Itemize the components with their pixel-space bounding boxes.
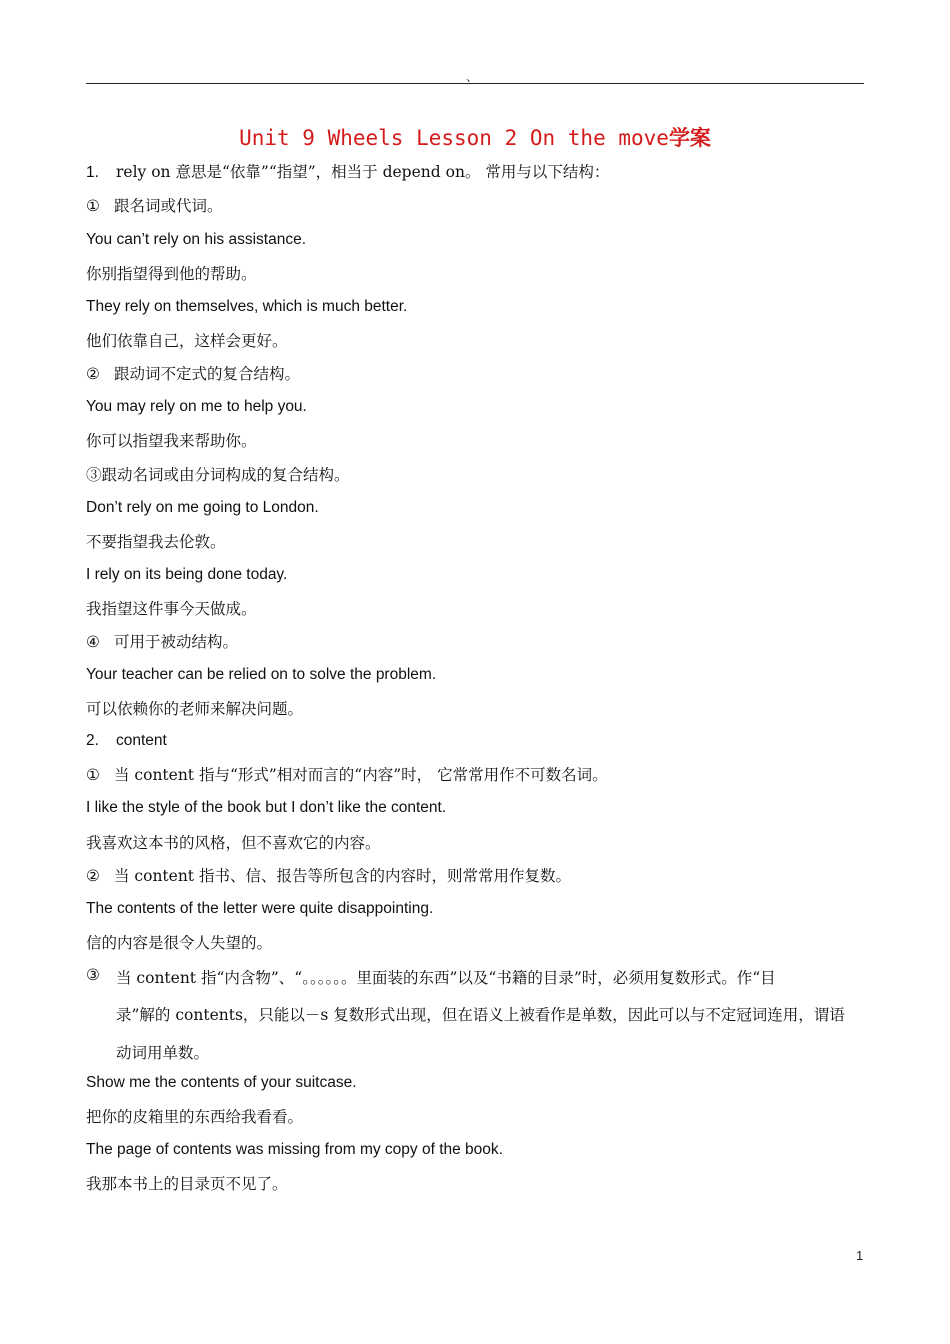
- example-en: I like the style of the book but I don’t like the content.: [86, 799, 447, 816]
- line-text: 当 content 指与“形式”相对而言的“内容”时， 它常常用作不可数名词。: [114, 766, 608, 784]
- circle-number: ①: [86, 766, 100, 784]
- example-cn: 我喜欢这本书的风格，但不喜欢它的内容。: [86, 834, 381, 852]
- example-en: Don’t rely on me going to London.: [86, 499, 319, 516]
- header-rule: [86, 83, 864, 84]
- circle-number: ②: [86, 365, 100, 383]
- example-en: I rely on its being done today.: [86, 566, 288, 583]
- sub-item: [86, 866, 571, 887]
- title-cn: 学案: [668, 126, 711, 150]
- example-cn: 不要指望我去伦敦。: [86, 533, 226, 551]
- example-en: You may rely on me to help you.: [86, 398, 307, 415]
- example-cn: 可以依赖你的老师来解决问题。: [86, 700, 304, 718]
- example-cn: 信的内容是很令人失望的。: [86, 934, 273, 952]
- list-item-2: [86, 731, 167, 751]
- example-en: They rely on themselves, which is much better.: [86, 298, 408, 315]
- example-en: The contents of the letter were quite disappointing.: [86, 900, 434, 917]
- example-cn: 我那本书上的目录页不见了。: [86, 1175, 288, 1193]
- sub-item: ③跟动名词或由分词构成的复合结构。: [86, 466, 350, 484]
- example-cn: 我指望这件事今天做成。: [86, 600, 257, 618]
- sub-item: [86, 196, 223, 217]
- line-text: 跟名词或代词。: [114, 197, 223, 215]
- page-title: [0, 122, 950, 152]
- list-number: 1.: [86, 164, 99, 181]
- example-cn: 把你的皮箱里的东西给我看看。: [86, 1108, 304, 1126]
- example-cn: 你别指望得到他的帮助。: [86, 265, 257, 283]
- paragraph-line: 录”解的 contents，只能以－s 复数形式出现，但在语义上被看作是单数，因此可以与不定冠词连用，谓语: [116, 1006, 845, 1024]
- sub-item: [86, 765, 608, 786]
- example-en: You can’t rely on his assistance.: [86, 231, 306, 248]
- line-text: 可用于被动结构。: [114, 633, 239, 651]
- page-number: 1: [856, 1248, 864, 1263]
- circle-number: ①: [86, 197, 100, 215]
- list-item-1: [86, 162, 609, 183]
- sub-item: [86, 364, 300, 385]
- line-text: 当 content 指书、信、报告等所包含的内容时，则常常用作复数。: [114, 867, 571, 885]
- line-text: rely on 意思是“依靠”“指望”，相当于 depend on。 常用与以下结构：: [116, 163, 610, 181]
- title-en: Unit 9 Wheels Lesson 2 On the move: [239, 126, 669, 150]
- line-text: content: [116, 732, 167, 749]
- example-en: The page of contents was missing from my copy of the book.: [86, 1141, 503, 1158]
- example-en: Show me the contents of your suitcase.: [86, 1074, 357, 1091]
- paragraph-line: 当 content 指“内含物”、“。。。。。。里面装的东西”以及“书籍的目录”时，必须用复数形式。作“目: [116, 969, 776, 987]
- example-cn: 他们依靠自己，这样会更好。: [86, 332, 288, 350]
- header-mark: 、: [466, 70, 479, 84]
- paragraph-line: 动词用单数。: [116, 1044, 210, 1062]
- line-text: 跟动词不定式的复合结构。: [114, 365, 301, 383]
- example-cn: 你可以指望我来帮助你。: [86, 432, 257, 450]
- circle-number: ④: [86, 633, 100, 651]
- circle-number: ②: [86, 867, 100, 885]
- example-en: Your teacher can be relied on to solve the problem.: [86, 666, 437, 683]
- circle-number: ③: [86, 966, 100, 984]
- sub-item: [86, 632, 238, 653]
- list-number: 2.: [86, 732, 99, 749]
